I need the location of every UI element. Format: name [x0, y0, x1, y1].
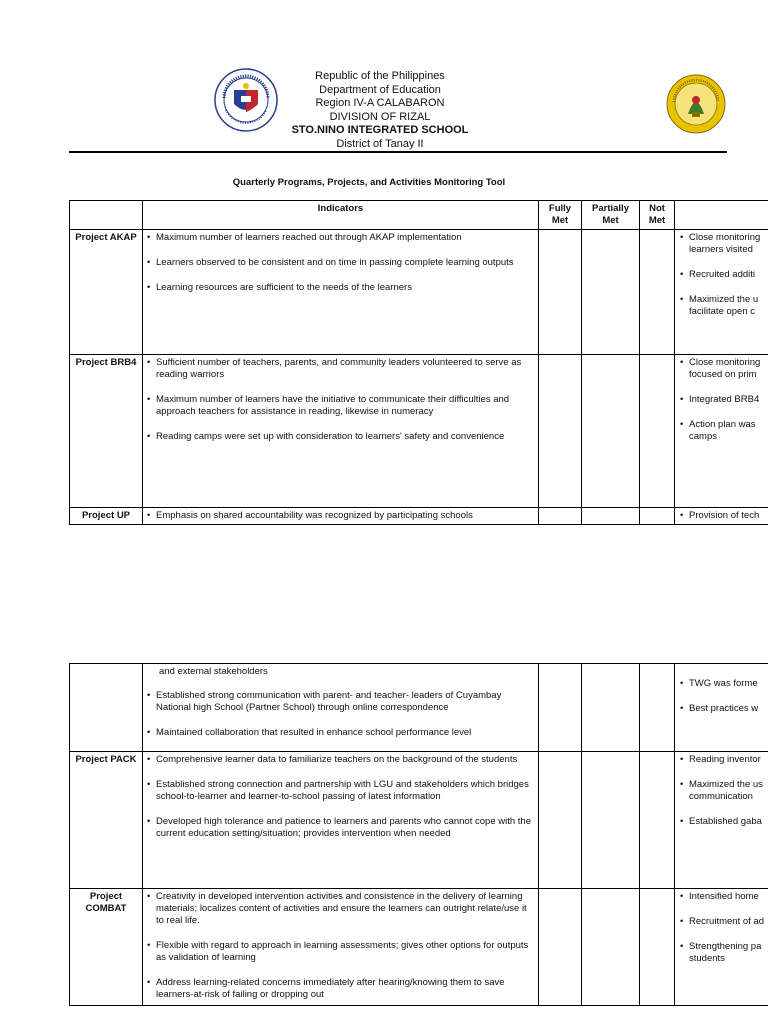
indicators-up-continued	[143, 664, 539, 752]
indicators-pack	[143, 752, 539, 889]
header-line-region: Region IV-A CALABARON	[315, 97, 445, 109]
header-indicators: Indicators	[143, 201, 539, 230]
letterhead-text	[280, 70, 480, 151]
table-row	[70, 230, 768, 355]
list-item: • Maintained collaboration that resulted in enhance school performance level	[145, 727, 535, 739]
project-up: Project UP	[70, 508, 143, 525]
list-item-continued: and external stakeholders	[159, 666, 268, 677]
list-item: • Provision of tech	[678, 510, 768, 522]
partially-met-cell[interactable]	[582, 508, 640, 525]
partially-met-cell[interactable]	[582, 355, 640, 508]
header-partially-met: Partially Met	[582, 201, 640, 230]
remarks-akap	[675, 230, 768, 355]
table-header-row	[70, 201, 768, 230]
list-item: • Intensified home	[678, 891, 768, 903]
partially-met-cell[interactable]	[582, 889, 640, 1006]
list-item: • Established gaba	[678, 816, 768, 828]
remarks-combat	[675, 889, 768, 1006]
deped-seal-icon	[214, 68, 278, 132]
not-met-cell[interactable]	[640, 889, 675, 1006]
list-item: • Close monitoring	[678, 357, 768, 369]
list-item: • Learners observed to be consistent and on time in passing complete learning outputs	[145, 257, 535, 269]
list-item: • Integrated BRB4	[678, 394, 768, 406]
list-item: • Recruited additi	[678, 269, 768, 281]
remarks-pack	[675, 752, 768, 889]
list-item: • Recruitment of ad	[678, 916, 768, 928]
project-pack: Project PACK	[70, 752, 143, 889]
header-fully-met: Fully Met	[539, 201, 582, 230]
header-remarks-cell	[675, 201, 768, 230]
letterhead	[0, 68, 768, 152]
list-item: • Action plan was	[678, 419, 768, 431]
school-seal-icon	[666, 74, 726, 134]
list-item: • Maximum number of learners have the initiative to communicate their difficulties and approach teachers for assistance in reading, likewise in numeracy	[145, 394, 535, 418]
list-item: • Close monitoring	[678, 232, 768, 244]
header-line-republic: Republic of the Philippines	[315, 70, 445, 82]
header-line-department: Department of Education	[319, 83, 441, 96]
list-item: • Maximum number of learners reached out through AKAP implementation	[145, 232, 535, 244]
partially-met-cell[interactable]	[582, 752, 640, 889]
project-akap: Project AKAP	[70, 230, 143, 355]
project-up-continued	[70, 664, 143, 752]
table-row	[70, 664, 768, 752]
project-combat: Project COMBAT	[70, 889, 143, 1006]
list-item: • TWG was forme	[678, 678, 768, 690]
list-item: • Address learning-related concerns immediately after hearing/knowing them to save learners-at-risk of failing or dropping out	[145, 977, 535, 1001]
header-school-name: STO.NINO INTEGRATED SCHOOL	[291, 124, 469, 136]
fully-met-cell[interactable]	[539, 230, 582, 355]
list-item: • Established strong connection and partnership with LGU and stakeholders which bridges school-to-learner and learner-to-school passing of latest information	[145, 779, 535, 803]
header-project-cell	[70, 201, 143, 230]
remarks-up-continued	[675, 664, 768, 752]
fully-met-cell[interactable]	[539, 664, 582, 752]
table-row	[70, 508, 768, 525]
indicators-combat	[143, 889, 539, 1006]
not-met-cell[interactable]	[640, 664, 675, 752]
list-item: • Flexible with regard to approach in learning assessments; gives other options for outputs as validation of learning	[145, 940, 535, 964]
header-district: District of Tanay II	[336, 137, 424, 150]
list-item-continued: facilitate open c	[689, 306, 756, 317]
monitoring-table-part2	[69, 663, 768, 1006]
header-line-division: DIVISION OF RIZAL	[329, 110, 431, 123]
list-item: • Comprehensive learner data to familiarize teachers on the background of the students	[145, 754, 535, 766]
monitoring-table-part1	[69, 200, 768, 525]
list-item: • Reading inventor	[678, 754, 768, 766]
indicators-akap	[143, 230, 539, 355]
list-item-continued: focused on prim	[689, 369, 757, 380]
list-item: • Learning resources are sufficient to the needs of the learners	[145, 282, 535, 294]
list-item: • Strengthening pa	[678, 941, 768, 953]
list-item-continued: communication	[689, 791, 753, 802]
list-item: • Developed high tolerance and patience to learners and parents who cannot cope with the current education setting/situation; provides intervention when needed	[145, 816, 535, 840]
list-item-continued: students	[689, 953, 725, 964]
list-item: • Maximized the u	[678, 294, 768, 306]
partially-met-cell[interactable]	[582, 230, 640, 355]
partially-met-cell[interactable]	[582, 664, 640, 752]
header-not-met: Not Met	[640, 201, 675, 230]
list-item-continued: camps	[689, 431, 717, 442]
header-divider	[69, 151, 727, 153]
not-met-cell[interactable]	[640, 230, 675, 355]
remarks-brb4	[675, 355, 768, 508]
fully-met-cell[interactable]	[539, 355, 582, 508]
indicators-up	[143, 508, 539, 525]
list-item: • Maximized the us	[678, 779, 768, 791]
not-met-cell[interactable]	[640, 508, 675, 525]
list-item: • Sufficient number of teachers, parents, and community leaders volunteered to serve as reading warriors	[145, 357, 535, 381]
list-item: • Emphasis on shared accountability was recognized by participating schools	[145, 510, 535, 522]
fully-met-cell[interactable]	[539, 752, 582, 889]
list-item: • Established strong communication with parent- and teacher- leaders of Cuyambay National high School (Partner School) through online correspondence	[145, 690, 535, 714]
fully-met-cell[interactable]	[539, 889, 582, 1006]
list-item: • Creativity in developed intervention activities and consistence in the delivery of learning materials; localizes content of activities and ensure the learners can outright relate/use it to real life.	[145, 891, 535, 927]
list-item-continued: learners visited	[689, 244, 753, 255]
remarks-up	[675, 508, 768, 525]
table-row	[70, 752, 768, 889]
indicators-brb4	[143, 355, 539, 508]
list-item: • Best practices w	[678, 703, 768, 715]
table-row	[70, 889, 768, 1006]
fully-met-cell[interactable]	[539, 508, 582, 525]
table-row	[70, 355, 768, 508]
project-brb4: Project BRB4	[70, 355, 143, 508]
not-met-cell[interactable]	[640, 752, 675, 889]
list-item: • Reading camps were set up with consideration to learners' safety and convenience	[145, 431, 535, 443]
not-met-cell[interactable]	[640, 355, 675, 508]
document-title: Quarterly Programs, Projects, and Activities Monitoring Tool	[232, 177, 506, 188]
